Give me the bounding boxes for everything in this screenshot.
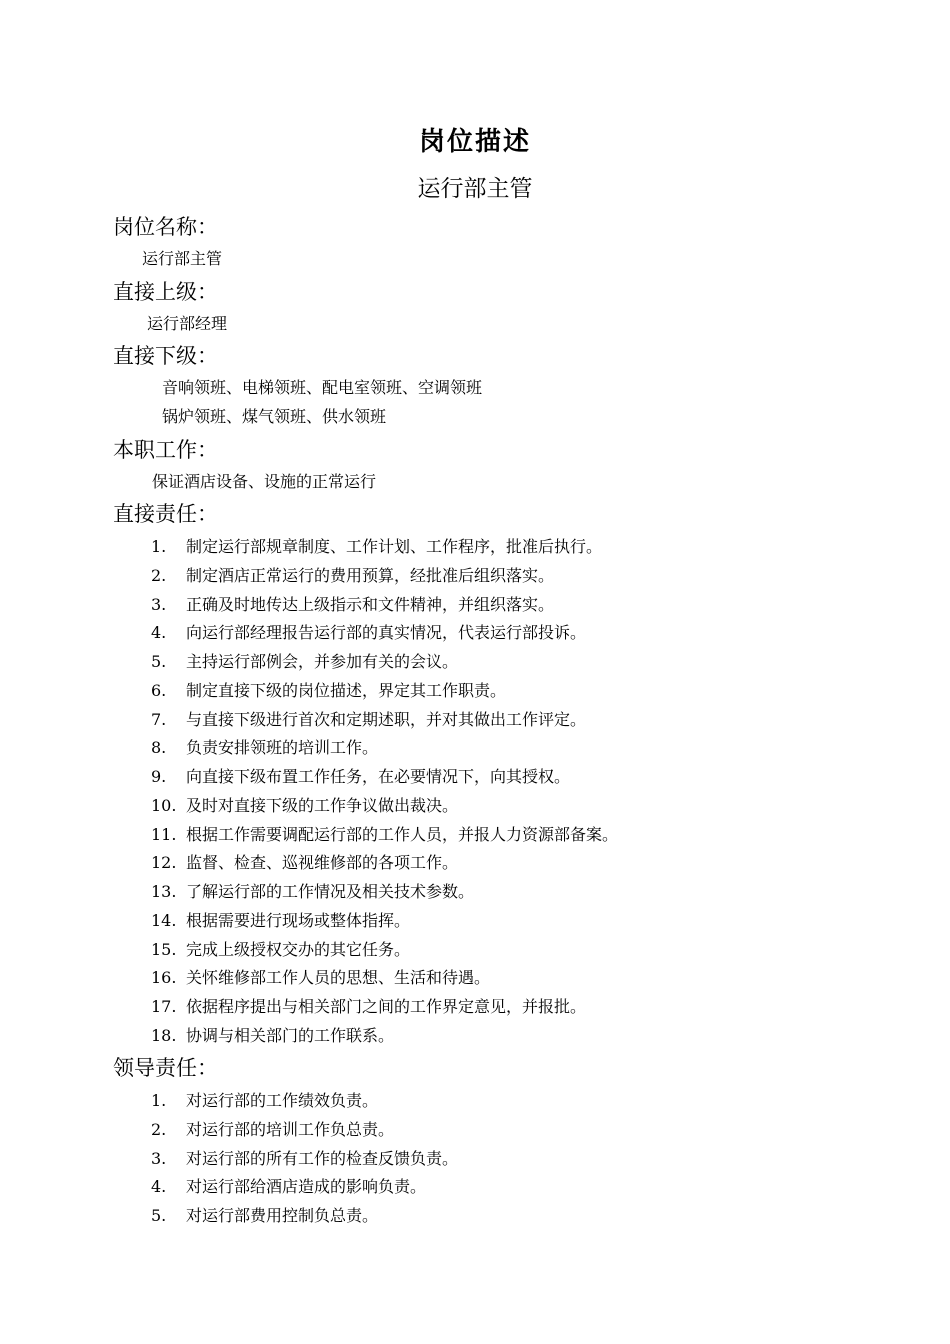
list-item-number: 5. xyxy=(151,652,167,671)
list-item-number: 15. xyxy=(151,939,177,959)
list-item-number: 8. xyxy=(151,738,167,758)
list-item-number: 18. xyxy=(151,1025,177,1045)
list-item-number: 6. xyxy=(151,680,167,700)
list-item-text: 对运行部的培训工作负总责。 xyxy=(186,1119,395,1139)
direct-subordinates-heading: 直接下级： xyxy=(113,344,218,368)
list-item-number: 1. xyxy=(151,537,167,556)
list-item-text: 对运行部的工作绩效负责。 xyxy=(186,1091,379,1110)
core-work-heading: 本职工作： xyxy=(113,438,218,462)
list-item-text: 向直接下级布置工作任务，在必要情况下，向其授权。 xyxy=(186,767,571,786)
leadership-responsibilities-heading: 领导责任： xyxy=(113,1056,218,1080)
list-item-text: 关怀维修部工作人员的思想、生活和待遇。 xyxy=(186,968,491,988)
document-title: 岗位描述 xyxy=(418,127,531,157)
list-item-text: 与直接下级进行首次和定期述职，并对其做出工作评定。 xyxy=(186,709,587,729)
list-item-number: 7. xyxy=(151,709,167,729)
list-item-number: 13. xyxy=(151,882,177,901)
list-item-text: 制定直接下级的岗位描述，界定其工作职责。 xyxy=(186,680,507,700)
list-item-text: 了解运行部的工作情况及相关技术参数。 xyxy=(186,882,475,901)
document-subtitle: 运行部主管 xyxy=(417,176,533,202)
list-item-number: 11. xyxy=(151,824,177,844)
direct-superior-heading: 直接上级： xyxy=(113,280,218,304)
list-item-text: 负责安排领班的培训工作。 xyxy=(186,738,379,758)
list-item-text: 对运行部给酒店造成的影响负责。 xyxy=(186,1177,427,1197)
list-item-number: 16. xyxy=(151,968,177,988)
list-item-number: 5. xyxy=(151,1206,167,1225)
list-item-text: 对运行部的所有工作的检查反馈负责。 xyxy=(186,1148,459,1168)
list-item-text: 主持运行部例会，并参加有关的会议。 xyxy=(186,652,459,671)
direct-superior-value: 运行部经理 xyxy=(147,314,228,333)
list-item-text: 监督、检查、巡视维修部的各项工作。 xyxy=(186,853,459,873)
direct-subordinates-line: 锅炉领班、煤气领班、供水领班 xyxy=(162,407,387,426)
list-item-text: 完成上级授权交办的其它任务。 xyxy=(186,939,411,959)
list-item-number: 4. xyxy=(151,1177,167,1197)
list-item-number: 10. xyxy=(151,795,177,815)
list-item-number: 4. xyxy=(151,623,167,643)
list-item-text: 制定运行部规章制度、工作计划、工作程序，批准后执行。 xyxy=(186,537,603,556)
list-item-number: 14. xyxy=(151,910,177,930)
list-item-number: 17. xyxy=(151,997,177,1016)
list-item-number: 3. xyxy=(151,594,167,614)
list-item-text: 依据程序提出与相关部门之间的工作界定意见，并报批。 xyxy=(186,997,587,1016)
list-item-text: 向运行部经理报告运行部的真实情况，代表运行部投诉。 xyxy=(186,623,587,643)
direct-subordinates-line: 音响领班、电梯领班、配电室领班、空调领班 xyxy=(162,378,483,397)
position-name-value: 运行部主管 xyxy=(142,249,223,268)
list-item-text: 协调与相关部门的工作联系。 xyxy=(186,1025,395,1045)
list-item-text: 制定酒店正常运行的费用预算，经批准后组织落实。 xyxy=(186,565,555,585)
list-item-number: 2. xyxy=(151,1119,167,1139)
list-item-text: 根据工作需要调配运行部的工作人员，并报人力资源部备案。 xyxy=(186,824,619,844)
list-item-number: 9. xyxy=(151,767,167,786)
list-item-number: 3. xyxy=(151,1148,167,1168)
position-name-heading: 岗位名称： xyxy=(113,215,218,239)
list-item-number: 2. xyxy=(151,565,167,585)
list-item-text: 对运行部费用控制负总责。 xyxy=(186,1206,379,1225)
list-item-number: 12. xyxy=(151,853,177,873)
list-item-text: 根据需要进行现场或整体指挥。 xyxy=(186,910,411,930)
core-work-value: 保证酒店设备、设施的正常运行 xyxy=(152,472,377,491)
list-item-text: 正确及时地传达上级指示和文件精神，并组织落实。 xyxy=(186,594,555,614)
list-item-text: 及时对直接下级的工作争议做出裁决。 xyxy=(186,795,459,815)
direct-responsibilities-heading: 直接责任： xyxy=(113,502,218,526)
list-item-number: 1. xyxy=(151,1091,167,1110)
